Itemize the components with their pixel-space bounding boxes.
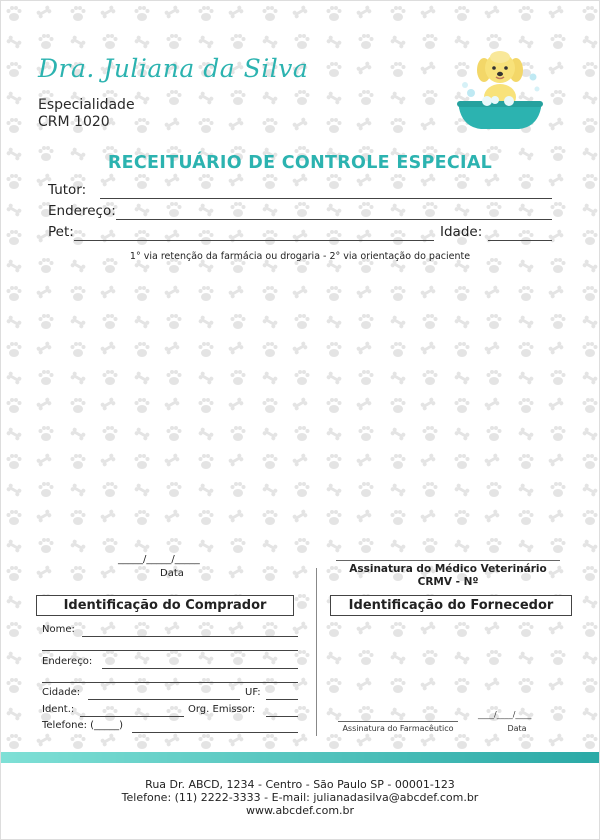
age-label: Idade: — [440, 224, 483, 240]
date-blank[interactable]: _____/_____/_____ — [118, 554, 200, 565]
supplier-date-label: Data — [507, 724, 527, 733]
buyer-name-field[interactable] — [82, 636, 298, 637]
pet-field[interactable] — [74, 240, 434, 241]
buyer-issuer-label: Org. Emissor: — [188, 704, 256, 715]
buyer-city-field[interactable] — [88, 699, 240, 700]
specialty: Especialidade — [38, 97, 135, 113]
buyer-name-label: Nome: — [42, 624, 75, 635]
date-label: Data — [160, 568, 184, 579]
pharmacist-signature-line[interactable] — [338, 721, 458, 722]
doctor-name: Dra. Juliana da Silva — [38, 54, 309, 83]
tutor-field[interactable] — [100, 198, 552, 199]
age-field[interactable] — [488, 240, 552, 241]
address-label: Endereço: — [48, 203, 116, 219]
buyer-id-label: Ident.: — [42, 704, 75, 715]
crm-number: CRM 1020 — [38, 114, 110, 130]
vet-signature-label: Assinatura do Médico Veterinário — [349, 563, 547, 575]
copies-note: 1° via retenção da farmácia ou drogaria - 2° via orientação do paciente — [129, 251, 471, 262]
buyer-address-label: Endereço: — [42, 656, 93, 667]
footer-address: Rua Dr. ABCD, 1234 - Centro - São Paulo SP - 00001-123 — [145, 778, 455, 791]
footer-website: www.abcdef.com.br — [245, 804, 355, 817]
buyer-phone-label[interactable]: Telefone: (_____) — [42, 720, 123, 731]
buyer-name-field-2[interactable] — [42, 650, 298, 651]
vet-crmv-label: CRMV - Nº — [417, 576, 479, 588]
pet-label: Pet: — [48, 224, 74, 240]
section-divider — [316, 568, 317, 736]
form-title: RECEITUÁRIO DE CONTROLE ESPECIAL — [107, 153, 493, 173]
buyer-address-field-2[interactable] — [42, 682, 298, 683]
address-field[interactable] — [116, 219, 552, 220]
supplier-section-title: Identificação do Fornecedor — [330, 595, 572, 616]
vet-signature-line[interactable] — [336, 560, 560, 561]
tutor-label: Tutor: — [48, 182, 87, 198]
dog-in-bathtub-icon — [457, 47, 543, 135]
buyer-city-label: Cidade: — [42, 687, 81, 698]
buyer-section-title: Identificação do Comprador — [36, 595, 294, 616]
supplier-date-blank[interactable]: ____/____/____ — [478, 710, 532, 719]
buyer-uf-field[interactable] — [266, 699, 298, 700]
buyer-uf-label: UF: — [245, 687, 261, 698]
buyer-phone-field[interactable] — [132, 732, 298, 733]
buyer-address-field[interactable] — [102, 668, 298, 669]
pharmacist-signature-label: Assinatura do Farmacêutico — [342, 724, 454, 733]
footer-accent-bar — [0, 752, 600, 763]
buyer-issuer-field[interactable] — [266, 716, 298, 717]
footer-contact: Telefone: (11) 2222-3333 - E-mail: julianadasilva@abcdef.com.br — [121, 791, 479, 804]
buyer-id-field[interactable] — [80, 716, 184, 717]
